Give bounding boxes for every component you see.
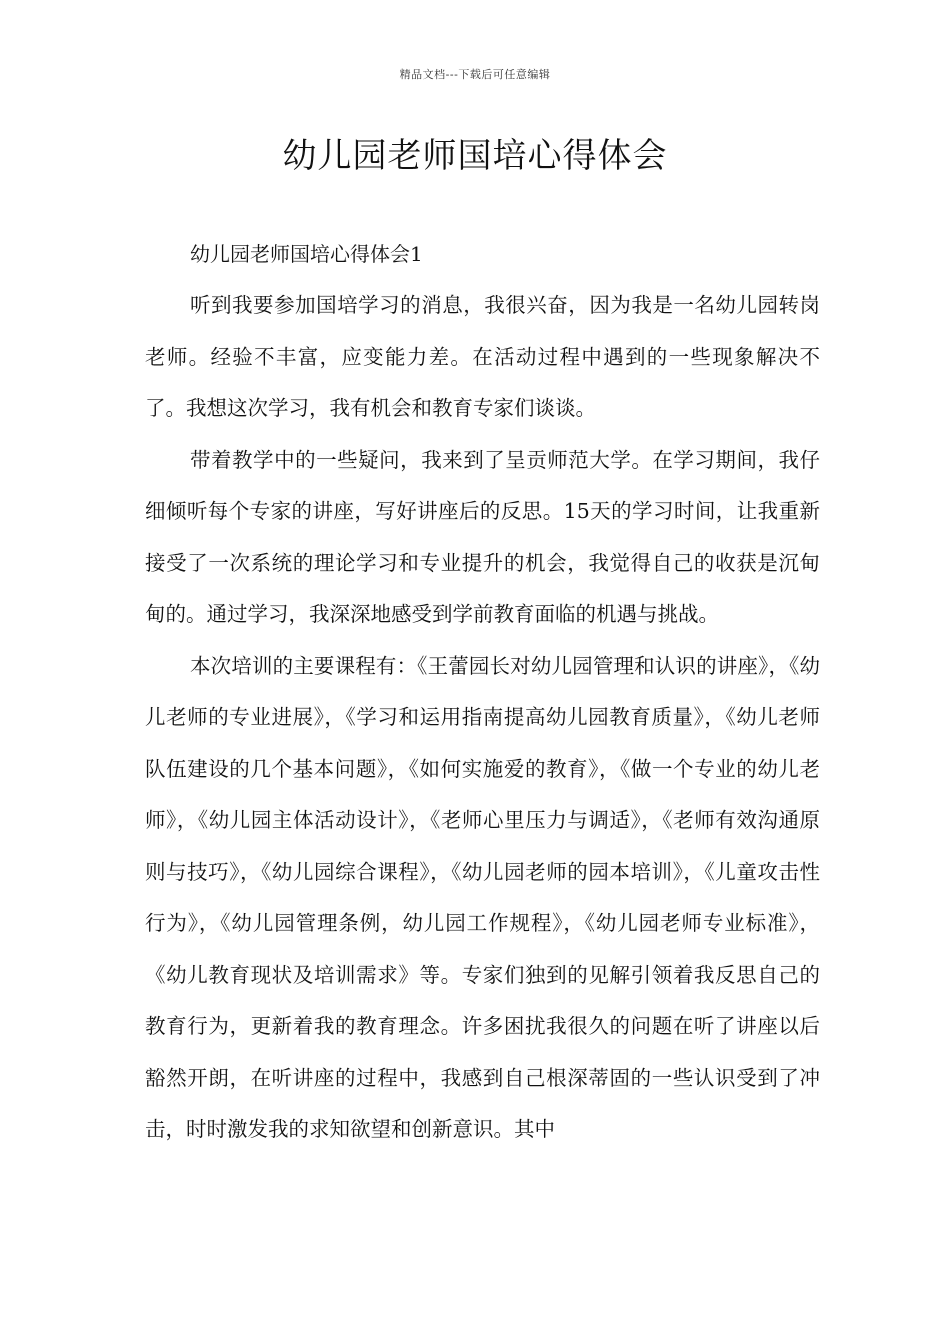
paragraph-1: 听到我要参加国培学习的消息，我很兴奋，因为我是一名幼儿园转岗老师。经验不丰富，应变能力差。在活动过程中遇到的一些现象解决不了。我想这次学习，我有机会和教育专家们谈谈。 xyxy=(145,293,820,420)
header-note: 精品文档---下载后可任意编辑 xyxy=(399,68,551,81)
paragraph-2: 带着教学中的一些疑问，我来到了呈贡师范大学。在学习期间，我仔细倾听每个专家的讲座，写好讲座后的反思。15天的学习时间，让我重新接受了一次系统的理论学习和专业提升的机会，我觉得自己的收获是沉甸甸的。通过学习，我深深地感受到学前教育面临的机遇与挑战。 xyxy=(145,447,820,626)
paragraph-3: 本次培训的主要课程有：《王蕾园长对幼儿园管理和认识的讲座》，《幼儿老师的专业进展》，《学习和运用指南提高幼儿园教育质量》，《幼儿老师队伍建设的几个基本问题》，《如何实施爱的教育》，《做一个专业的幼儿老师》，《幼儿园主体活动设计》，《老师心里压力与调适》，《老师有效沟通原则与技巧》，《幼儿园综合课程》，《幼儿园老师的园本培训》，《儿童攻击性行为》，《幼儿园管理条例，幼儿园工作规程》，《幼儿园老师专业标准》，《幼儿教育现状及培训需求》等。专家们独到的见解引领着我反思自己的教育行为，更新着我的教育理念。许多困扰我很久的问题在听了讲座以后豁然开朗，在听讲座的过程中，我感到自己根深蒂固的一些认识受到了冲击，时时激发我的求知欲望和创新意识。其中 xyxy=(145,653,820,1141)
document-title: 幼儿园老师国培心得体会 xyxy=(282,136,668,176)
section-subtitle: 幼儿园老师国培心得体会1 xyxy=(190,242,423,266)
document-body xyxy=(145,228,820,1156)
